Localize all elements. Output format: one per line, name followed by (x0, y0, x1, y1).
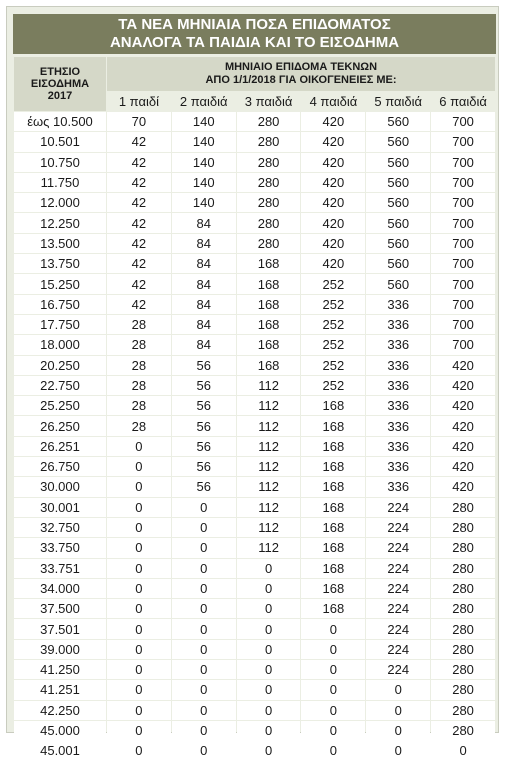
benefit-cell: 280 (431, 538, 495, 557)
benefit-cell: 0 (172, 619, 236, 638)
benefit-cell: 168 (237, 254, 301, 273)
benefit-cell: 336 (366, 457, 430, 476)
table-row (14, 254, 495, 273)
benefit-cell: 0 (107, 538, 171, 557)
benefit-cell: 420 (301, 254, 365, 273)
table-row (14, 721, 495, 740)
income-cell: 18.000 (14, 335, 106, 354)
income-cell: 45.000 (14, 721, 106, 740)
benefit-cell: 0 (107, 498, 171, 517)
benefit-cell: 0 (107, 640, 171, 659)
benefit-cell: 0 (237, 559, 301, 578)
benefit-cell: 420 (301, 153, 365, 172)
children-column-header: 1 παιδί (107, 92, 171, 111)
benefit-cell: 168 (237, 274, 301, 293)
benefit-cell: 224 (366, 559, 430, 578)
benefit-cell: 420 (431, 356, 495, 375)
benefit-cell: 336 (366, 477, 430, 496)
benefit-cell: 420 (431, 416, 495, 435)
benefit-cell: 252 (301, 274, 365, 293)
income-cell: 12.250 (14, 213, 106, 232)
benefit-cell: 168 (301, 416, 365, 435)
benefit-cell: 420 (431, 477, 495, 496)
table-row (14, 619, 495, 638)
benefit-cell: 420 (301, 234, 365, 253)
table-row (14, 112, 495, 131)
income-cell: 30.001 (14, 498, 106, 517)
benefit-cell: 280 (237, 153, 301, 172)
benefit-cell: 28 (107, 416, 171, 435)
benefit-cell: 168 (237, 356, 301, 375)
income-cell: 25.250 (14, 396, 106, 415)
benefit-cell: 700 (431, 193, 495, 212)
income-cell: 33.750 (14, 538, 106, 557)
income-cell: 32.750 (14, 518, 106, 537)
income-cell: 39.000 (14, 640, 106, 659)
benefit-cell: 280 (431, 680, 495, 699)
benefit-cell: 280 (431, 640, 495, 659)
benefit-cell: 56 (172, 437, 236, 456)
benefit-cell: 28 (107, 356, 171, 375)
benefit-cell: 28 (107, 335, 171, 354)
benefit-cell: 420 (301, 112, 365, 131)
table-row (14, 153, 495, 172)
benefit-cell: 560 (366, 153, 430, 172)
table-row (14, 518, 495, 537)
benefit-cell: 280 (237, 132, 301, 151)
benefit-cell: 0 (366, 721, 430, 740)
children-column-header: 3 παιδιά (237, 92, 301, 111)
income-column-header: ΕΤΗΣΙΟ ΕΙΣΟΔΗΜΑ 2017 (14, 57, 106, 111)
table-row (14, 437, 495, 456)
benefit-cell: 700 (431, 274, 495, 293)
benefit-cell: 84 (172, 295, 236, 314)
benefit-cell: 0 (172, 538, 236, 557)
benefit-cell: 0 (172, 640, 236, 659)
benefit-cell: 168 (301, 579, 365, 598)
benefit-column-header: ΜΗΝΙΑΙΟ ΕΠΙΔΟΜΑ ΤΕΚΝΩΝ ΑΠΟ 1/1/2018 ΓΙΑ ΟΙΚΟΓΕΝΕΙΕΣ ΜΕ: (107, 57, 495, 91)
benefit-cell: 700 (431, 254, 495, 273)
benefit-cell: 56 (172, 416, 236, 435)
title-line-2: ΑΝΑΛΟΓΑ ΤΑ ΠΑΙΔΙΑ ΚΑΙ ΤΟ ΕΙΣΟΔΗΜΑ (109, 34, 400, 51)
benefit-cell: 280 (431, 721, 495, 740)
benefit-cell: 336 (366, 335, 430, 354)
benefit-cell: 560 (366, 254, 430, 273)
benefit-cell: 224 (366, 640, 430, 659)
children-column-header: 4 παιδιά (301, 92, 365, 111)
income-cell: 16.750 (14, 295, 106, 314)
income-cell: 30.000 (14, 477, 106, 496)
children-column-header: 2 παιδιά (172, 92, 236, 111)
benefit-cell: 42 (107, 213, 171, 232)
benefit-cell: 560 (366, 112, 430, 131)
benefit-cell: 700 (431, 234, 495, 253)
benefit-cell: 0 (107, 457, 171, 476)
benefit-cell: 560 (366, 274, 430, 293)
benefit-cell: 0 (301, 721, 365, 740)
benefit-cell: 84 (172, 254, 236, 273)
benefit-cell: 420 (431, 457, 495, 476)
benefit-cell: 224 (366, 538, 430, 557)
benefit-cell: 140 (172, 112, 236, 131)
benefit-cell: 112 (237, 376, 301, 395)
benefit-cell: 420 (301, 213, 365, 232)
benefit-cell: 700 (431, 315, 495, 334)
benefit-cell: 336 (366, 396, 430, 415)
benefit-cell: 168 (301, 518, 365, 537)
income-cell: 34.000 (14, 579, 106, 598)
children-column-header: 5 παιδιά (366, 92, 430, 111)
benefit-cell: 336 (366, 376, 430, 395)
table-row (14, 234, 495, 253)
benefit-cell: 168 (237, 315, 301, 334)
benefit-cell: 336 (366, 295, 430, 314)
benefit-cell: 224 (366, 660, 430, 679)
benefit-cell: 56 (172, 376, 236, 395)
table-row (14, 477, 495, 496)
benefit-cell: 252 (301, 315, 365, 334)
income-cell: 12.000 (14, 193, 106, 212)
benefit-cell: 0 (301, 619, 365, 638)
benefit-cell: 560 (366, 173, 430, 192)
table-row (14, 396, 495, 415)
benefit-cell: 56 (172, 356, 236, 375)
benefit-cell: 280 (431, 559, 495, 578)
benefit-cell: 700 (431, 335, 495, 354)
benefit-cell: 0 (237, 660, 301, 679)
table-row (14, 701, 495, 720)
table-row (14, 599, 495, 618)
benefit-cell: 0 (366, 741, 430, 760)
income-cell: 13.500 (14, 234, 106, 253)
benefit-cell: 0 (172, 701, 236, 720)
table-row (14, 579, 495, 598)
income-cell: 37.501 (14, 619, 106, 638)
benefit-cell: 0 (172, 579, 236, 598)
benefit-cell: 0 (237, 680, 301, 699)
benefit-cell: 280 (237, 234, 301, 253)
benefit-cell: 0 (237, 640, 301, 659)
benefit-cell: 0 (301, 680, 365, 699)
title-line-1: ΤΑ ΝΕΑ ΜΗΝΙΑΙΑ ΠΟΣΑ ΕΠΙΔΟΜΑΤΟΣ (118, 16, 391, 33)
benefit-cell: 168 (301, 457, 365, 476)
benefit-cell: 56 (172, 477, 236, 496)
income-cell: 26.750 (14, 457, 106, 476)
benefit-cell: 70 (107, 112, 171, 131)
benefit-cell: 0 (172, 498, 236, 517)
benefit-cell: 0 (107, 680, 171, 699)
benefit-cell: 420 (431, 396, 495, 415)
table-row (14, 457, 495, 476)
benefit-cell: 252 (301, 295, 365, 314)
benefit-cell: 224 (366, 498, 430, 517)
table-row (14, 416, 495, 435)
benefit-cell: 42 (107, 295, 171, 314)
benefit-cell: 252 (301, 335, 365, 354)
benefit-cell: 42 (107, 153, 171, 172)
benefit-cell: 0 (366, 680, 430, 699)
income-cell: 26.250 (14, 416, 106, 435)
benefit-cell: 140 (172, 132, 236, 151)
benefit-cell: 0 (366, 701, 430, 720)
table-row (14, 213, 495, 232)
table-row (14, 376, 495, 395)
benefit-cell: 0 (172, 660, 236, 679)
benefit-cell: 112 (237, 477, 301, 496)
income-cell: 41.251 (14, 680, 106, 699)
benefit-cell: 0 (107, 518, 171, 537)
benefit-cell: 280 (431, 518, 495, 537)
benefit-cell: 700 (431, 173, 495, 192)
benefit-cell: 0 (107, 741, 171, 760)
benefit-cell: 112 (237, 416, 301, 435)
benefit-cell: 280 (431, 498, 495, 517)
benefit-cell: 0 (107, 619, 171, 638)
income-cell: 10.501 (14, 132, 106, 151)
table-row (14, 193, 495, 212)
benefit-cell: 0 (237, 599, 301, 618)
benefit-cell: 224 (366, 599, 430, 618)
benefit-cell: 112 (237, 518, 301, 537)
benefit-cell: 112 (237, 457, 301, 476)
benefit-cell: 0 (237, 579, 301, 598)
table-row (14, 538, 495, 557)
benefit-cell: 280 (431, 579, 495, 598)
benefit-cell: 0 (301, 701, 365, 720)
benefit-cell: 56 (172, 457, 236, 476)
benefit-cell: 0 (431, 741, 495, 760)
table-row (14, 741, 495, 760)
income-cell: 33.751 (14, 559, 106, 578)
benefit-cell: 0 (107, 660, 171, 679)
benefit-cell: 112 (237, 538, 301, 557)
table-row (14, 640, 495, 659)
benefit-cell: 280 (431, 660, 495, 679)
benefit-cell: 0 (301, 660, 365, 679)
income-cell: 13.750 (14, 254, 106, 273)
benefit-cell: 224 (366, 619, 430, 638)
benefit-cell: 560 (366, 213, 430, 232)
income-cell: 17.750 (14, 315, 106, 334)
benefit-cell: 420 (431, 376, 495, 395)
benefit-cell: 42 (107, 254, 171, 273)
income-cell: 26.251 (14, 437, 106, 456)
table-row (14, 335, 495, 354)
benefit-cell: 252 (301, 376, 365, 395)
benefit-cell: 42 (107, 173, 171, 192)
table-row (14, 559, 495, 578)
benefit-cell: 0 (237, 701, 301, 720)
benefit-cell: 0 (107, 599, 171, 618)
benefit-cell: 280 (237, 112, 301, 131)
benefit-cell: 168 (301, 599, 365, 618)
income-cell: 42.250 (14, 701, 106, 720)
benefit-cell: 700 (431, 132, 495, 151)
benefit-cell: 168 (237, 335, 301, 354)
benefit-cell: 0 (237, 741, 301, 760)
benefit-cell: 700 (431, 295, 495, 314)
benefit-cell: 42 (107, 234, 171, 253)
benefit-cell: 0 (172, 599, 236, 618)
benefit-cell: 0 (172, 741, 236, 760)
benefit-cell: 28 (107, 376, 171, 395)
benefit-cell: 0 (107, 579, 171, 598)
children-column-header: 6 παιδιά (431, 92, 495, 111)
benefit-cell: 420 (301, 193, 365, 212)
benefit-cell: 168 (237, 295, 301, 314)
benefit-cell: 0 (107, 559, 171, 578)
benefit-cell: 140 (172, 153, 236, 172)
benefit-cell: 420 (301, 173, 365, 192)
table-row (14, 132, 495, 151)
benefit-cell: 0 (107, 721, 171, 740)
benefit-cell: 0 (172, 518, 236, 537)
benefit-cell: 84 (172, 335, 236, 354)
benefit-cell: 42 (107, 193, 171, 212)
benefit-cell: 560 (366, 193, 430, 212)
benefit-cell: 224 (366, 579, 430, 598)
benefit-cell: 0 (172, 721, 236, 740)
benefit-cell: 56 (172, 396, 236, 415)
benefit-cell: 84 (172, 274, 236, 293)
benefit-cell: 420 (431, 437, 495, 456)
benefit-cell: 280 (237, 173, 301, 192)
benefit-cell: 420 (301, 132, 365, 151)
table-body (14, 112, 495, 761)
benefit-cell: 112 (237, 437, 301, 456)
income-cell: 11.750 (14, 173, 106, 192)
benefit-cell: 560 (366, 234, 430, 253)
benefit-table (13, 56, 496, 762)
benefit-cell: 280 (431, 619, 495, 638)
income-cell: 22.750 (14, 376, 106, 395)
benefit-cell: 168 (301, 477, 365, 496)
benefit-cell: 280 (237, 193, 301, 212)
benefit-cell: 336 (366, 437, 430, 456)
table-row (14, 274, 495, 293)
income-cell: 20.250 (14, 356, 106, 375)
table-row (14, 660, 495, 679)
benefit-cell: 0 (172, 680, 236, 699)
income-cell: 10.750 (14, 153, 106, 172)
table-row (14, 680, 495, 699)
benefit-cell: 280 (431, 599, 495, 618)
benefit-cell: 0 (107, 701, 171, 720)
table-row (14, 295, 495, 314)
benefit-cell: 84 (172, 234, 236, 253)
benefit-cell: 700 (431, 153, 495, 172)
benefit-cell: 0 (107, 477, 171, 496)
benefit-cell: 336 (366, 315, 430, 334)
benefit-cell: 224 (366, 518, 430, 537)
income-cell: 41.250 (14, 660, 106, 679)
income-cell: 15.250 (14, 274, 106, 293)
income-cell: έως 10.500 (14, 112, 106, 131)
benefit-table-panel (6, 6, 499, 759)
table-row (14, 173, 495, 192)
table-row (14, 315, 495, 334)
benefit-cell: 280 (237, 213, 301, 232)
benefit-cell: 140 (172, 193, 236, 212)
benefit-cell: 0 (237, 619, 301, 638)
table-row (14, 498, 495, 517)
benefit-cell: 42 (107, 274, 171, 293)
benefit-cell: 84 (172, 213, 236, 232)
benefit-cell: 168 (301, 437, 365, 456)
income-cell: 45.001 (14, 741, 106, 760)
benefit-cell: 0 (172, 559, 236, 578)
benefit-cell: 0 (301, 640, 365, 659)
benefit-cell: 42 (107, 132, 171, 151)
benefit-cell: 560 (366, 132, 430, 151)
benefit-cell: 28 (107, 315, 171, 334)
table-title (13, 14, 496, 54)
benefit-cell: 112 (237, 498, 301, 517)
benefit-cell: 0 (107, 437, 171, 456)
table-row (14, 356, 495, 375)
benefit-cell: 84 (172, 315, 236, 334)
benefit-cell: 336 (366, 416, 430, 435)
benefit-cell: 280 (431, 701, 495, 720)
benefit-cell: 168 (301, 498, 365, 517)
benefit-cell: 0 (237, 721, 301, 740)
benefit-cell: 28 (107, 396, 171, 415)
benefit-cell: 0 (301, 741, 365, 760)
benefit-cell: 252 (301, 356, 365, 375)
benefit-cell: 168 (301, 538, 365, 557)
benefit-cell: 336 (366, 356, 430, 375)
benefit-cell: 700 (431, 213, 495, 232)
benefit-cell: 700 (431, 112, 495, 131)
income-cell: 37.500 (14, 599, 106, 618)
benefit-cell: 168 (301, 396, 365, 415)
benefit-cell: 140 (172, 173, 236, 192)
benefit-cell: 168 (301, 559, 365, 578)
benefit-cell: 112 (237, 396, 301, 415)
